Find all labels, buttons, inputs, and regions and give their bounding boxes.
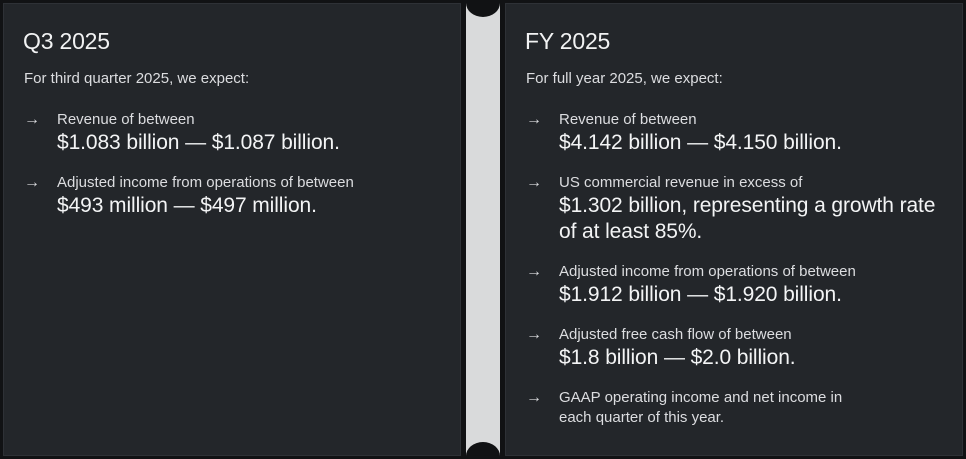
item-label: Adjusted free cash flow of between	[559, 326, 792, 343]
arrow-right-icon: →	[526, 326, 542, 343]
arrow-right-icon: →	[526, 111, 542, 128]
arrow-right-icon: →	[24, 174, 40, 191]
fy-guidance-list	[526, 110, 952, 445]
item-value: $1.083 billion — $1.087 billion.	[57, 131, 340, 154]
item-value: $1.912 billion — $1.920 billion.	[559, 283, 842, 306]
fy-guidance-panel	[505, 3, 963, 456]
item-label: Adjusted income from operations of between	[57, 174, 354, 191]
item-label: GAAP operating income and net income in each quarter of this year.	[559, 389, 843, 426]
item-value: $1.8 billion — $2.0 billion.	[559, 346, 796, 369]
arrow-right-icon: →	[526, 263, 542, 280]
list-item	[526, 110, 952, 156]
q3-intro: For third quarter 2025, we expect:	[24, 70, 250, 87]
q3-guidance-list	[24, 110, 450, 236]
list-item	[526, 325, 952, 371]
item-label: Revenue of between	[559, 111, 697, 128]
item-label: Adjusted income from operations of between	[559, 263, 856, 280]
item-label: US commercial revenue in excess of	[559, 174, 803, 191]
list-item	[526, 388, 952, 428]
item-label: Revenue of between	[57, 111, 195, 128]
q3-guidance-panel	[3, 3, 461, 456]
fy-title: FY 2025	[525, 28, 611, 54]
fy-intro: For full year 2025, we expect:	[526, 70, 723, 87]
item-value: $1.302 billion, representing a growth rate of at least 85%.	[559, 194, 936, 243]
panel-divider	[466, 3, 500, 456]
arrow-right-icon: →	[526, 389, 542, 406]
q3-title: Q3 2025	[23, 28, 110, 54]
item-value: $4.142 billion — $4.150 billion.	[559, 131, 842, 154]
list-item	[24, 110, 450, 156]
list-item	[526, 262, 952, 308]
item-value: $493 million — $497 million.	[57, 194, 317, 217]
list-item	[24, 173, 450, 219]
arrow-right-icon: →	[24, 111, 40, 128]
arrow-right-icon: →	[526, 174, 542, 191]
list-item	[526, 173, 952, 245]
